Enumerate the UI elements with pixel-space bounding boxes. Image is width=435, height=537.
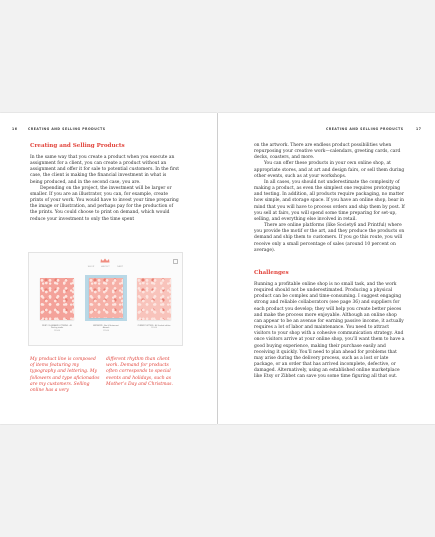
right-page xyxy=(218,113,435,424)
product-label: CURRENT LETTERS · A3 Limited edition €20,00 xyxy=(134,325,174,330)
paragraph: In all cases, you should not underestimate the complexity of making a product, as even the simplest one requires prototyping and testing. In addition, all products require packaging, no matter how simple, and storage space. If you have an online shop, bear in mind that you will have to process orders and ship them by post. If you sell at fairs, you will spend some time preparing for set-up, selling, and everything else involved in retail. xyxy=(254,179,405,222)
nav-item-shop: SHOP xyxy=(87,266,95,268)
product-label: BRÜGENTE · Bar & Restaurant Artwork €19,00 xyxy=(86,325,126,332)
body-text xyxy=(30,155,180,223)
running-head: CREATING AND SELLING PRODUCTS xyxy=(326,127,404,131)
nav-item-about: ABOUT xyxy=(101,266,110,268)
paragraph: In the same way that you create a product when you execute an assignment for a client, you can create a product without an assignment and offer it for sale to potential customers. In the first case, the client is making the financial investment in what is being produced, and in the second case, you are. xyxy=(30,155,180,185)
product-price: €19,00 xyxy=(103,329,109,332)
product-image xyxy=(40,278,74,320)
product-print xyxy=(137,278,171,320)
shop-nav xyxy=(29,266,182,268)
paragraph: Running a profitable online shop is no small task, and the work required should not be underestimated. Producing a physical product can be complex and time-consuming. I suggest engaging strong and reliable collaborators (see page 36) and suppliers for each product you develop; they will help you create better pieces and make the process more enjoyable. Although an online shop can appear to be an avenue for earning passive income, it actually requires a lot of labor and maintenance. You need to attract visitors to your shop with a cohesive communication strategy. And once visitors arrive at your online shop, you’ll want them to have a good buying experience, making their purchase easily and receiving it quickly. You’ll need to plan ahead for problems that may arise during the delivery process, such as a lost or late package, or an order that has arrived incomplete, defective, or damaged. Alternatively, using an established online marketplace like Etsy or Zibbet can save you some time figuring all that out. xyxy=(254,282,405,380)
section-heading: Challenges xyxy=(254,270,289,276)
crown-logo-icon xyxy=(100,258,110,263)
product-price: €20,00 xyxy=(54,329,60,332)
nav-item-cart: CART xyxy=(116,266,124,268)
product-print xyxy=(40,278,74,320)
paragraph: There are online platforms (like Society6 and Printful) where you provide the motif or the art, and they produce the products on demand and ship them to customers. If you go this route, you will receive only a small percentage of sales (around 10 percent on average). xyxy=(254,223,405,253)
cart-icon xyxy=(173,259,178,264)
caption: My product line is composed of items featuring my typography and lettering. My followers and type aficionados are my customers. Selling online has a very xyxy=(30,357,100,394)
running-head: CREATING AND SELLING PRODUCTS xyxy=(28,127,106,131)
paragraph: Depending on the project, the investment will be larger or smaller. If you are an illustrator, you can, for example, create prints of your work. You would have to invest your time preparing the image or illustration, and perhaps pay for the production of the prints. You could choose to print on demand, which would reduce your investment to only the time spent xyxy=(30,185,179,222)
product-print xyxy=(87,276,125,320)
page-number: 16 xyxy=(12,127,18,131)
body-text xyxy=(254,143,406,254)
product-label: PRINT OF A BRAND LETTERING · A3 Printing studio €20,00 xyxy=(37,325,77,332)
shop-screenshot xyxy=(28,252,183,346)
product-image xyxy=(137,278,171,320)
section-heading: Creating and Selling Products xyxy=(30,143,125,149)
caption: different rhythm than client work. Demand for products often corresponds to special events and holidays, such as Mother’s Day and Christmas. xyxy=(106,357,173,387)
paragraph: on the artwork. There are endless product possibilities when repurposing your creative work—calendars, greeting cards, card decks, coasters, and more. xyxy=(254,143,401,161)
body-text xyxy=(254,282,406,381)
left-page xyxy=(0,113,217,424)
paragraph: You can offer these products in your own online shop, at appropriate stores, and at art and design fairs, or sell them during other events, such as at your workshops. xyxy=(254,161,405,179)
product-image xyxy=(89,278,123,318)
page-number: 17 xyxy=(416,127,422,131)
product-price: €20,00 xyxy=(151,327,157,330)
